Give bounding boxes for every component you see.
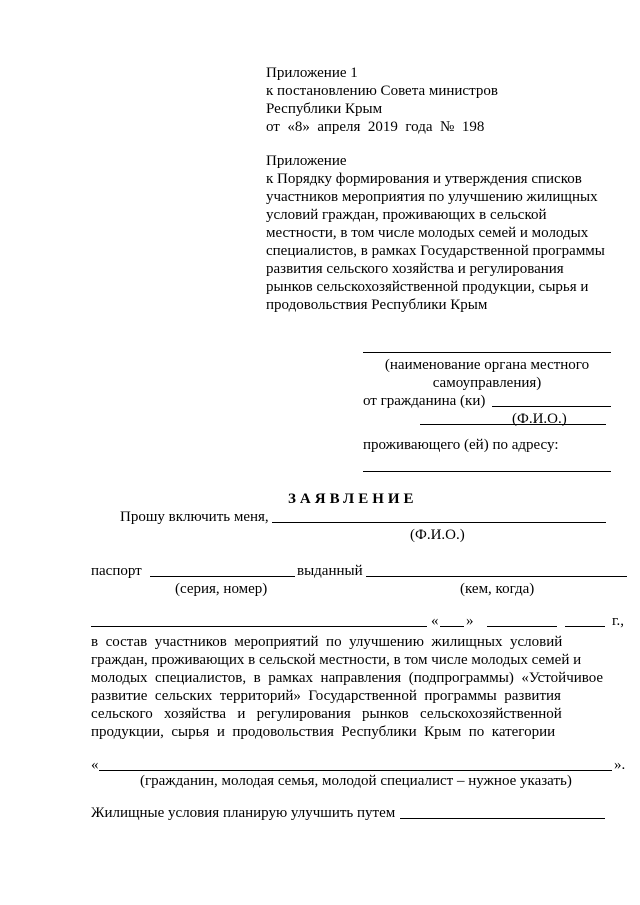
address-field-line[interactable] [363, 471, 611, 472]
date-month-field-line[interactable] [487, 626, 557, 627]
org-name-caption: самоуправления) [432, 375, 542, 391]
appendix-1-line: Приложение 1 [266, 65, 358, 81]
appendix-2-line: продовольствия Республики Крым [266, 297, 488, 313]
appendix-2-line: специалистов, в рамках Государственной программы [266, 243, 605, 259]
date-year-field-line[interactable] [565, 626, 605, 627]
improve-label: Жилищные условия планирую улучшить путем [91, 805, 396, 821]
passport-number-field-line[interactable] [150, 576, 295, 577]
body-line: молодых специалистов, в рамках направления (подпрограммы) «Устойчивое [91, 670, 604, 686]
passport-label: паспорт [91, 563, 142, 579]
date-open-quote: « [431, 613, 439, 629]
appendix-2-line: рынков сельскохозяйственной продукции, сырья и [266, 279, 589, 295]
appendix-1-line: к постановлению Совета министров [266, 83, 498, 99]
appendix-2-line: Приложение [266, 153, 347, 169]
body-line: сельского хозяйства и регулирования рынков сельскохозяйственной [91, 706, 562, 722]
body-line: развитие сельских территорий» Государственной программы развития [91, 688, 561, 704]
request-label: Прошу включить меня, [120, 509, 269, 525]
improve-method-field-line[interactable] [400, 818, 605, 819]
appendix-2-line: к Порядку формирования и утверждения списков [266, 171, 582, 187]
request-fio-caption: (Ф.И.О.) [410, 527, 465, 543]
appendix-2-line: развития сельского хозяйства и регулирования [266, 261, 564, 277]
body-line: в состав участников мероприятий по улучшению жилищных условий [91, 634, 563, 650]
category-open-quote: « [91, 757, 99, 773]
body-line: продукции, сырья и продовольствия Республики Крым по категории [91, 724, 556, 740]
category-caption: (гражданин, молодая семья, молодой специалист – нужное указать) [140, 773, 572, 789]
issued-label: выданный [297, 563, 363, 579]
date-day-field-line[interactable] [440, 626, 464, 627]
request-fio-field-line[interactable] [272, 522, 606, 523]
org-name-field-line[interactable] [363, 352, 611, 353]
citizen-name-field-line[interactable] [492, 406, 611, 407]
appendix-1-line: Республики Крым [266, 101, 383, 117]
from-citizen-label: от гражданина (ки) [363, 393, 486, 409]
issuer-continuation-field-line[interactable] [91, 626, 427, 627]
issuer-field-line[interactable] [366, 576, 627, 577]
appendix-2-line: местности, в том числе молодых семей и молодых [266, 225, 589, 241]
series-caption: (серия, номер) [175, 581, 268, 597]
appendix-2-line: условий граждан, проживающих в сельской [266, 207, 547, 223]
category-field-line[interactable] [99, 770, 612, 771]
residing-address-label: проживающего (ей) по адресу: [363, 437, 559, 453]
year-suffix: г., [612, 613, 624, 629]
fio-caption: (Ф.И.О.) [512, 411, 567, 427]
date-close-quote: » [466, 613, 474, 629]
appendix-1-date-line: от «8» апреля 2019 года № 198 [266, 119, 485, 135]
issuer-caption: (кем, когда) [460, 581, 535, 597]
appendix-2-line: участников мероприятия по улучшению жилищных [266, 189, 598, 205]
category-close-quote: ». [614, 757, 626, 773]
statement-title: ЗАЯВЛЕНИЕ [288, 491, 418, 507]
body-line: граждан, проживающих в сельской местности, в том числе молодых семей и [91, 652, 582, 668]
citizen-name-underline[interactable] [420, 424, 606, 425]
org-name-caption: (наименование органа местного [384, 357, 590, 373]
